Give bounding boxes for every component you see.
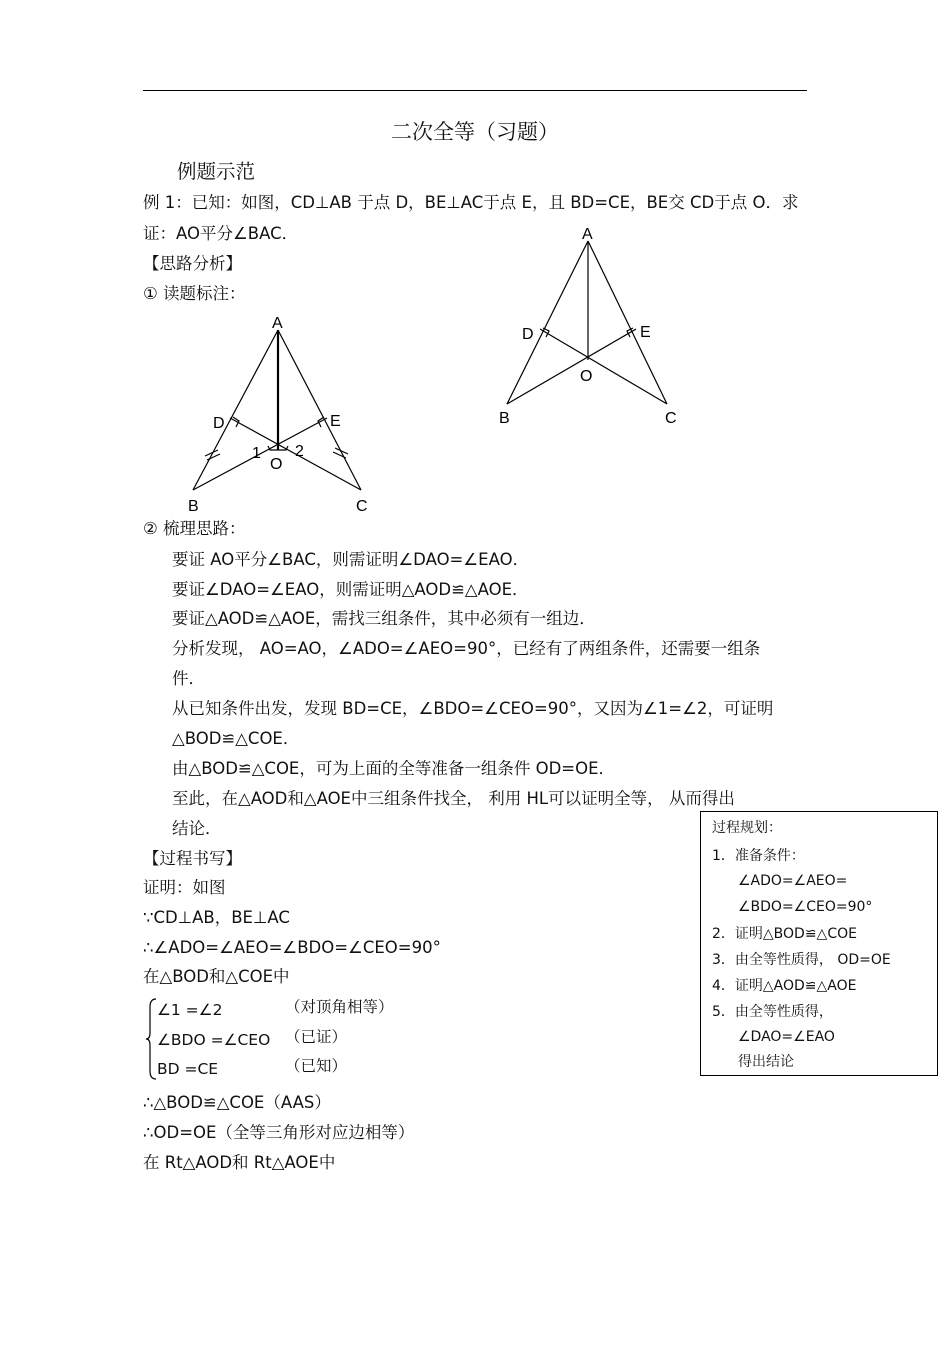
fig1-label-D: D: [213, 415, 225, 432]
section-heading: 例题示范: [177, 160, 256, 183]
geometry-figures: [0, 0, 950, 530]
problem-line-2: 证：AO平分∠BAC．: [143, 224, 299, 243]
fig1-label-2: 2: [295, 443, 304, 460]
plan-item-4: 4．证明△AOD≌△AOE: [712, 978, 857, 994]
reasoning-line-7: △BOD≌△COE．: [172, 729, 300, 748]
reasoning-line-5: 件．: [172, 669, 205, 688]
fig2-label-D: D: [522, 326, 534, 343]
proof-line-1: 证明：如图: [143, 878, 226, 897]
writing-heading: 【过程书写】: [143, 849, 242, 868]
analysis-heading: 【思路分析】: [143, 254, 242, 273]
plan-item-5b: 得出结论: [738, 1054, 794, 1070]
plan-item-3: 3．由全等性质得， OD=OE: [712, 952, 891, 968]
sys-reason-3: （已知）: [285, 1057, 348, 1075]
sys-expr-3: BD =CE: [157, 1060, 219, 1078]
plan-item-1a: ∠ADO=∠AEO=: [738, 873, 848, 889]
proof-line-3: ∴∠ADO=∠AEO=∠BDO=∠CEO=90°: [143, 938, 441, 957]
plan-item-1b: ∠BDO=∠CEO=90°: [738, 899, 873, 915]
proof-line-7: 在 Rt△AOD和 Rt△AOE中: [143, 1153, 336, 1172]
sys-reason-2: （已证）: [285, 1028, 348, 1046]
fig2-label-A: A: [582, 226, 593, 243]
proof-line-5: ∴△BOD≌△COE（AAS）: [143, 1093, 331, 1112]
fig1-label-1: 1: [252, 445, 261, 462]
reasoning-line-1: 要证 AO平分∠BAC，则需证明∠DAO=∠EAO．: [172, 550, 530, 569]
fig1-label-B: B: [188, 498, 199, 515]
step-1-label: ① 读题标注：: [143, 284, 246, 303]
fig1-label-A: A: [272, 315, 283, 332]
plan-item-2: 2．证明△BOD≌△COE: [712, 926, 857, 942]
reasoning-line-8: 由△BOD≌△COE，可为上面的全等准备一组条件 OD=OE．: [172, 759, 616, 778]
page-title: 二次全等（习题）: [391, 120, 559, 144]
sys-reason-1: （对顶角相等）: [285, 998, 394, 1016]
fig2-label-E: E: [640, 324, 651, 341]
fig1-label-C: C: [356, 498, 368, 515]
plan-item-1: 1．准备条件：: [712, 848, 805, 864]
problem-line-1: 例 1：已知：如图，CD⊥AB 于点 D，BE⊥AC于点 E，且 BD=CE，BE交 CD于点 O．求: [143, 193, 799, 212]
plan-title: 过程规划：: [712, 820, 782, 836]
reasoning-line-2: 要证∠DAO=∠EAO，则需证明△AOD≌△AOE．: [172, 580, 529, 599]
fig2-label-B: B: [499, 410, 510, 427]
fig2-label-O: O: [580, 368, 593, 385]
plan-item-5: 5．由全等性质得，: [712, 1004, 833, 1020]
fig1-label-E: E: [330, 413, 341, 430]
reasoning-line-10: 结论．: [172, 819, 222, 838]
proof-line-2: ∵CD⊥AB，BE⊥AC: [143, 908, 290, 927]
reasoning-line-6: 从已知条件出发，发现 BD=CE，∠BDO=∠CEO=90°，又因为∠1=∠2，可证明: [172, 699, 774, 718]
sys-expr-1: ∠1 =∠2: [157, 1001, 223, 1019]
fig1-label-O: O: [270, 456, 283, 473]
fig2-label-C: C: [665, 410, 677, 427]
plan-item-5a: ∠DAO=∠EAO: [738, 1029, 835, 1045]
reasoning-line-9: 至此，在△AOD和△AOE中三组条件找全， 利用 HL可以证明全等， 从而得出: [172, 789, 735, 808]
sys-expr-2: ∠BDO =∠CEO: [157, 1031, 271, 1049]
plan-box: [700, 811, 938, 1076]
reasoning-line-3: 要证△AOD≌△AOE，需找三组条件，其中必须有一组边．: [172, 609, 596, 628]
proof-line-4: 在△BOD和△COE中: [143, 967, 290, 986]
step-2-label: ② 梳理思路：: [143, 519, 246, 538]
reasoning-line-4: 分析发现， AO=AO，∠ADO=∠AEO=90°，已经有了两组条件，还需要一组条: [172, 639, 761, 658]
proof-line-6: ∴OD=OE（全等三角形对应边相等）: [143, 1123, 415, 1142]
